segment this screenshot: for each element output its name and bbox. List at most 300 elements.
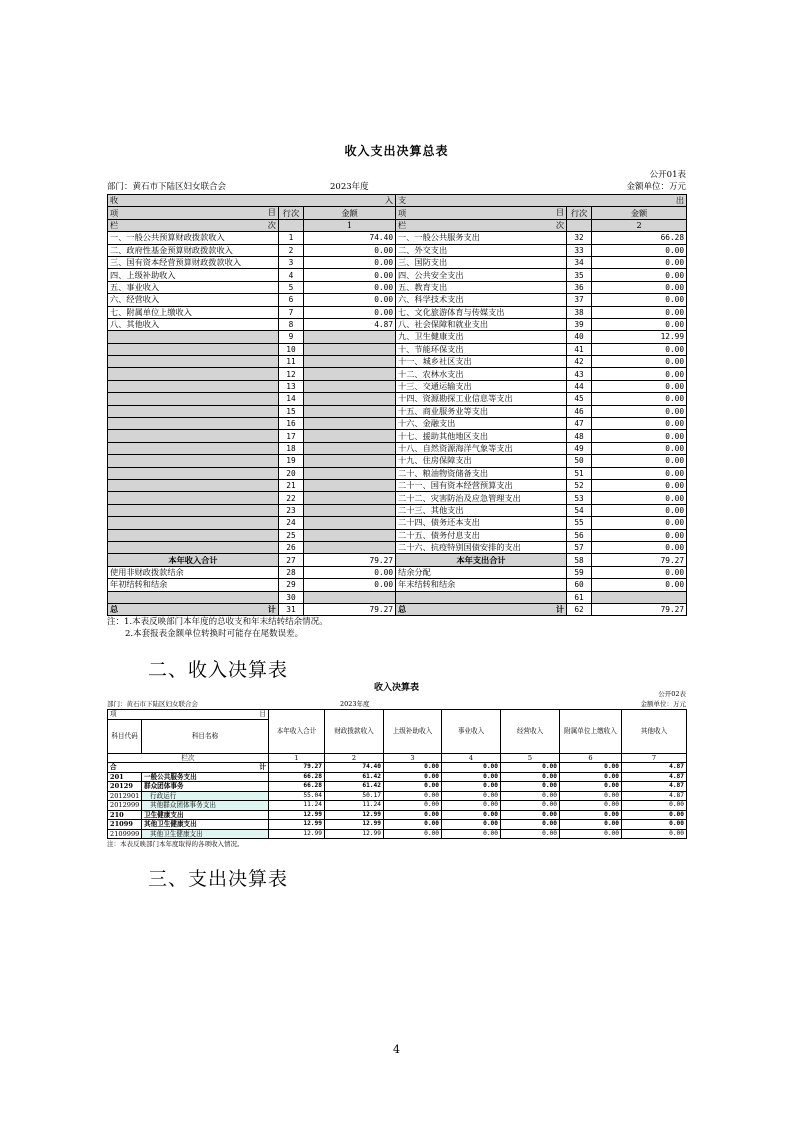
amount-cell: 0.00 xyxy=(501,801,560,811)
amount-cell: 0.00 xyxy=(560,801,622,811)
summary-row xyxy=(108,232,687,244)
grand-total-expenditure: 79.27 xyxy=(592,603,687,615)
amount-cell: 4.87 xyxy=(622,772,687,782)
line-number: 5 xyxy=(279,281,304,293)
expenditure-amount: 0.00 xyxy=(592,504,687,516)
expenditure-total-amount: 79.27 xyxy=(592,554,687,566)
total-value: 4.87 xyxy=(622,763,687,773)
column-index: 2 xyxy=(325,753,384,763)
blank-cell xyxy=(304,541,396,553)
blank-cell xyxy=(304,504,396,516)
grand-total-income: 79.27 xyxy=(304,603,396,615)
blank-cell xyxy=(108,442,279,454)
expenditure-item: 十三、交通运输支出 xyxy=(396,380,567,392)
blank-cell xyxy=(304,393,396,405)
line-number: 46 xyxy=(567,405,592,417)
column-index-label: 栏 次 xyxy=(108,219,279,231)
line-number: 51 xyxy=(567,467,592,479)
blank-cell xyxy=(108,467,279,479)
income-amount: 4.87 xyxy=(304,318,396,330)
income-expenditure-summary-table xyxy=(107,194,687,616)
amount-cell: 0.00 xyxy=(442,791,501,801)
line-number-header: 行次 xyxy=(567,207,592,219)
line-number: 11 xyxy=(279,356,304,368)
amount-cell: 61.42 xyxy=(325,772,384,782)
total-value: 0.00 xyxy=(501,763,560,773)
blank-cell xyxy=(304,591,396,603)
amount-cell: 0.00 xyxy=(622,820,687,830)
summary-row xyxy=(108,529,687,541)
line-number: 50 xyxy=(567,455,592,467)
expenditure-amount: 0.00 xyxy=(592,467,687,479)
amount-cell: 0.00 xyxy=(442,829,501,839)
income-amount: 0.00 xyxy=(304,281,396,293)
total-value: 0.00 xyxy=(442,763,501,773)
line-number: 19 xyxy=(279,455,304,467)
summary-row xyxy=(108,331,687,343)
item-header: 项 目 xyxy=(396,207,567,219)
line-number: 3 xyxy=(279,256,304,268)
amount-cell: 66.28 xyxy=(269,772,325,782)
column-index-2: 2 xyxy=(592,219,687,231)
line-number: 2 xyxy=(279,244,304,256)
summary-row xyxy=(108,541,687,553)
line-number: 1 xyxy=(279,232,304,244)
blank-cell xyxy=(304,529,396,541)
amount-cell: 0.00 xyxy=(384,801,442,811)
line-number: 54 xyxy=(567,504,592,516)
amount-cell: 0.00 xyxy=(384,772,442,782)
expenditure-amount: 0.00 xyxy=(592,356,687,368)
line-number-header: 行次 xyxy=(279,207,304,219)
blank-cell xyxy=(304,343,396,355)
summary-row xyxy=(108,343,687,355)
col-header-total: 本年收入合计 xyxy=(269,710,325,754)
amount-header: 金额 xyxy=(304,207,396,219)
amount-cell: 0.00 xyxy=(442,801,501,811)
expenditure-item: 二十二、灾害防治及应急管理支出 xyxy=(396,492,567,504)
line-number: 41 xyxy=(567,343,592,355)
amount-cell: 0.00 xyxy=(560,782,622,792)
column-index: 6 xyxy=(560,753,622,763)
blank-cell xyxy=(108,430,279,442)
expenditure-amount: 0.00 xyxy=(592,318,687,330)
expenditure-amount: 0.00 xyxy=(592,393,687,405)
expenditure-amount: 0.00 xyxy=(592,566,687,578)
line-number: 39 xyxy=(567,318,592,330)
line-number: 18 xyxy=(279,442,304,454)
income-detail-table xyxy=(107,709,687,839)
expenditure-amount: 0.00 xyxy=(592,244,687,256)
line-number: 55 xyxy=(567,517,592,529)
income-item: 年初结转和结余 xyxy=(108,579,279,591)
income-amount: 74.40 xyxy=(304,232,396,244)
column-index: 3 xyxy=(384,753,442,763)
line-number: 48 xyxy=(567,430,592,442)
subject-name: 其他群众团体事务支出 xyxy=(142,801,269,811)
amount-cell: 12.99 xyxy=(269,820,325,830)
income-amount: 0.00 xyxy=(304,566,396,578)
summary-row xyxy=(108,504,687,516)
line-number: 35 xyxy=(567,269,592,281)
table2-unit: 金额单位：万元 xyxy=(640,700,686,708)
expenditure-item: 七、文化旅游体育与传媒支出 xyxy=(396,306,567,318)
amount-cell: 0.00 xyxy=(622,810,687,820)
expenditure-item: 二十四、债务还本支出 xyxy=(396,517,567,529)
expenditure-amount: 0.00 xyxy=(592,442,687,454)
col-header-affiliated: 附属单位上缴收入 xyxy=(560,710,622,754)
table-row xyxy=(108,810,687,820)
line-number: 10 xyxy=(279,343,304,355)
blank-cell xyxy=(304,479,396,491)
expenditure-amount: 0.00 xyxy=(592,541,687,553)
line-number: 53 xyxy=(567,492,592,504)
income-total-amount: 79.27 xyxy=(304,554,396,566)
amount-cell: 4.87 xyxy=(622,782,687,792)
table1-year: 2023年度 xyxy=(330,182,369,192)
amount-cell: 0.00 xyxy=(501,782,560,792)
subject-code: 2012901 xyxy=(108,791,142,801)
income-header: 收 入 xyxy=(108,195,396,207)
blank-cell xyxy=(108,405,279,417)
expenditure-amount: 0.00 xyxy=(592,281,687,293)
table-row xyxy=(108,772,687,782)
expenditure-item: 二十五、债务付息支出 xyxy=(396,529,567,541)
blank-cell xyxy=(108,368,279,380)
line-number: 52 xyxy=(567,479,592,491)
expenditure-item: 二十三、其他支出 xyxy=(396,504,567,516)
amount-cell: 0.00 xyxy=(501,820,560,830)
amount-cell: 0.00 xyxy=(560,810,622,820)
expenditure-amount: 66.28 xyxy=(592,232,687,244)
expenditure-item: 十六、金融支出 xyxy=(396,418,567,430)
amount-cell: 0.00 xyxy=(384,820,442,830)
name-header: 科目名称 xyxy=(142,719,269,753)
expenditure-amount: 0.00 xyxy=(592,455,687,467)
blank-cell xyxy=(396,591,567,603)
blank-cell xyxy=(304,430,396,442)
summary-row xyxy=(108,380,687,392)
amount-cell: 12.99 xyxy=(269,810,325,820)
subject-code: 210 xyxy=(108,810,142,820)
line-number: 30 xyxy=(279,591,304,603)
income-amount: 0.00 xyxy=(304,306,396,318)
summary-row xyxy=(108,244,687,256)
expenditure-item: 八、社会保障和就业支出 xyxy=(396,318,567,330)
blank-cell xyxy=(304,368,396,380)
table-row xyxy=(108,782,687,792)
summary-row xyxy=(108,430,687,442)
blank-cell xyxy=(108,517,279,529)
item-header: 项 目 xyxy=(108,207,279,219)
summary-row xyxy=(108,442,687,454)
income-total-label: 本年收入合计 xyxy=(108,554,279,566)
summary-row xyxy=(108,393,687,405)
line-number: 26 xyxy=(279,541,304,553)
expenditure-item: 四、公共安全支出 xyxy=(396,269,567,281)
amount-cell: 66.28 xyxy=(269,782,325,792)
expenditure-item: 十四、资源勘探工业信息等支出 xyxy=(396,393,567,405)
expenditure-amount: 0.00 xyxy=(592,368,687,380)
line-number: 24 xyxy=(279,517,304,529)
expenditure-amount: 0.00 xyxy=(592,405,687,417)
summary-row xyxy=(108,356,687,368)
line-number: 57 xyxy=(567,541,592,553)
line-number: 16 xyxy=(279,418,304,430)
total-value: 79.27 xyxy=(269,763,325,773)
expenditure-amount: 0.00 xyxy=(592,256,687,268)
line-number: 60 xyxy=(567,579,592,591)
blank-cell xyxy=(108,541,279,553)
line-number: 36 xyxy=(567,281,592,293)
expenditure-item: 结余分配 xyxy=(396,566,567,578)
summary-row xyxy=(108,517,687,529)
income-item: 八、其他收入 xyxy=(108,318,279,330)
table2-dept: 部门：黄石市下陆区妇女联合会 xyxy=(107,700,198,708)
expenditure-item: 十五、商业服务业等支出 xyxy=(396,405,567,417)
blank-cell xyxy=(108,504,279,516)
summary-row xyxy=(108,281,687,293)
column-index-blank xyxy=(567,219,592,231)
amount-cell: 0.00 xyxy=(560,820,622,830)
expenditure-item: 十八、自然资源海洋气象等支出 xyxy=(396,442,567,454)
amount-cell: 0.00 xyxy=(501,791,560,801)
table-row xyxy=(108,829,687,839)
income-item: 使用非财政拨款结余 xyxy=(108,566,279,578)
expenditure-item: 年末结转和结余 xyxy=(396,579,567,591)
summary-row xyxy=(108,306,687,318)
line-number: 21 xyxy=(279,479,304,491)
line-number: 23 xyxy=(279,504,304,516)
column-index: 1 xyxy=(269,753,325,763)
col-header-other: 其他收入 xyxy=(622,710,687,754)
total-value: 0.00 xyxy=(384,763,442,773)
amount-cell: 0.00 xyxy=(622,801,687,811)
line-number: 61 xyxy=(567,591,592,603)
expenditure-amount: 0.00 xyxy=(592,430,687,442)
subject-name: 行政运行 xyxy=(142,791,269,801)
grand-total-label: 总 计 xyxy=(108,603,279,615)
amount-cell: 0.00 xyxy=(622,829,687,839)
section-heading-expenditure: 三、支出决算表 xyxy=(148,868,289,890)
code-header: 科目代码 xyxy=(108,719,142,753)
line-number: 31 xyxy=(279,603,304,615)
line-number: 43 xyxy=(567,368,592,380)
blank-cell xyxy=(304,356,396,368)
line-number: 15 xyxy=(279,405,304,417)
blank-cell xyxy=(108,393,279,405)
line-number: 14 xyxy=(279,393,304,405)
col-header-subsidy: 上级补助收入 xyxy=(384,710,442,754)
income-item: 五、事业收入 xyxy=(108,281,279,293)
expenditure-item: 二十一、国有资本经营预算支出 xyxy=(396,479,567,491)
table1-unit: 金额单位：万元 xyxy=(626,182,686,192)
expenditure-amount: 0.00 xyxy=(592,343,687,355)
line-number: 33 xyxy=(567,244,592,256)
income-item: 三、国有资本经营预算财政拨款收入 xyxy=(108,256,279,268)
amount-cell: 12.99 xyxy=(325,820,384,830)
expenditure-item: 三、国防支出 xyxy=(396,256,567,268)
blank-cell xyxy=(108,591,279,603)
summary-row xyxy=(108,492,687,504)
column-index-blank xyxy=(279,219,304,231)
section-heading-income: 二、收入决算表 xyxy=(148,659,289,681)
blank-cell xyxy=(304,442,396,454)
blank-cell xyxy=(592,591,687,603)
table2-title: 收入决算表 xyxy=(373,683,419,693)
line-number: 34 xyxy=(567,256,592,268)
expenditure-item: 一、一般公共服务支出 xyxy=(396,232,567,244)
summary-row xyxy=(108,318,687,330)
amount-cell: 0.00 xyxy=(560,772,622,782)
amount-cell: 0.00 xyxy=(442,772,501,782)
line-number: 37 xyxy=(567,294,592,306)
line-number: 38 xyxy=(567,306,592,318)
blank-cell xyxy=(108,492,279,504)
amount-cell: 0.00 xyxy=(384,810,442,820)
table-row xyxy=(108,791,687,801)
line-number: 7 xyxy=(279,306,304,318)
line-number: 8 xyxy=(279,318,304,330)
line-number: 27 xyxy=(279,554,304,566)
line-number: 56 xyxy=(567,529,592,541)
amount-cell: 0.00 xyxy=(501,829,560,839)
expenditure-amount: 0.00 xyxy=(592,380,687,392)
expenditure-total-label: 本年支出合计 xyxy=(396,554,567,566)
income-amount: 0.00 xyxy=(304,579,396,591)
blank-cell xyxy=(108,455,279,467)
expenditure-item: 二、外交支出 xyxy=(396,244,567,256)
blank-cell xyxy=(108,529,279,541)
income-amount: 0.00 xyxy=(304,269,396,281)
line-number: 47 xyxy=(567,418,592,430)
blank-cell xyxy=(304,467,396,479)
line-number: 17 xyxy=(279,430,304,442)
blank-cell xyxy=(108,380,279,392)
subject-name: 一般公共服务支出 xyxy=(142,772,269,782)
summary-row xyxy=(108,269,687,281)
total-label: 合 计 xyxy=(108,763,269,773)
income-item: 二、政府性基金预算财政拨款收入 xyxy=(108,244,279,256)
amount-cell: 0.00 xyxy=(560,829,622,839)
expenditure-item: 十九、住房保障支出 xyxy=(396,455,567,467)
line-number: 28 xyxy=(279,566,304,578)
line-number: 58 xyxy=(567,554,592,566)
income-amount: 0.00 xyxy=(304,294,396,306)
expenditure-amount: 0.00 xyxy=(592,269,687,281)
subject-code: 201 xyxy=(108,772,142,782)
line-number: 49 xyxy=(567,442,592,454)
expenditure-item: 十一、城乡社区支出 xyxy=(396,356,567,368)
table-row xyxy=(108,820,687,830)
amount-cell: 12.99 xyxy=(325,810,384,820)
blank-cell xyxy=(304,405,396,417)
amount-cell: 0.00 xyxy=(384,829,442,839)
line-number: 32 xyxy=(567,232,592,244)
amount-cell: 12.99 xyxy=(325,829,384,839)
expenditure-item: 十七、援助其他地区支出 xyxy=(396,430,567,442)
amount-cell: 0.00 xyxy=(384,791,442,801)
income-item: 七、附属单位上缴收入 xyxy=(108,306,279,318)
column-index-label: 栏次 xyxy=(108,753,269,763)
subject-code: 20129 xyxy=(108,782,142,792)
blank-cell xyxy=(304,418,396,430)
line-number: 29 xyxy=(279,579,304,591)
grand-total-label: 总 计 xyxy=(396,603,567,615)
amount-cell: 0.00 xyxy=(560,791,622,801)
income-amount: 0.00 xyxy=(304,244,396,256)
blank-cell xyxy=(108,331,279,343)
blank-cell xyxy=(304,517,396,529)
amount-cell: 0.00 xyxy=(384,782,442,792)
expenditure-item: 十、节能环保支出 xyxy=(396,343,567,355)
column-index-label: 栏 次 xyxy=(396,219,567,231)
amount-cell: 0.00 xyxy=(501,810,560,820)
table2-year: 2023年度 xyxy=(340,700,370,708)
subject-name: 卫生健康支出 xyxy=(142,810,269,820)
blank-cell xyxy=(304,492,396,504)
subject-code: 21099 xyxy=(108,820,142,830)
blank-cell xyxy=(108,418,279,430)
column-index-1: 1 xyxy=(304,219,396,231)
line-number: 4 xyxy=(279,269,304,281)
blank-cell xyxy=(304,455,396,467)
summary-row xyxy=(108,467,687,479)
subject-code: 2109999 xyxy=(108,829,142,839)
total-value: 0.00 xyxy=(560,763,622,773)
table1-title: 收入支出决算总表 xyxy=(344,144,449,158)
blank-cell xyxy=(304,380,396,392)
expenditure-amount: 0.00 xyxy=(592,306,687,318)
summary-row xyxy=(108,294,687,306)
expenditure-header: 支 出 xyxy=(396,195,687,207)
expenditure-amount: 0.00 xyxy=(592,492,687,504)
amount-cell: 11.24 xyxy=(325,801,384,811)
amount-cell: 0.00 xyxy=(501,772,560,782)
subject-name: 群众团体事务 xyxy=(142,782,269,792)
summary-row xyxy=(108,479,687,491)
expenditure-item: 十二、农林水支出 xyxy=(396,368,567,380)
subject-name: 其他卫生健康支出 xyxy=(142,829,269,839)
summary-row xyxy=(108,455,687,467)
table1-note-2: 2.本套报表金额单位转换时可能存在尾数误差。 xyxy=(125,629,304,639)
amount-cell: 0.00 xyxy=(442,820,501,830)
blank-cell xyxy=(108,479,279,491)
item-header: 项 目 xyxy=(108,710,269,720)
expenditure-item: 五、教育支出 xyxy=(396,281,567,293)
line-number: 45 xyxy=(567,393,592,405)
line-number: 13 xyxy=(279,380,304,392)
expenditure-amount: 0.00 xyxy=(592,418,687,430)
amount-cell: 0.00 xyxy=(442,810,501,820)
expenditure-amount: 0.00 xyxy=(592,517,687,529)
total-value: 74.40 xyxy=(325,763,384,773)
table1-code: 公开01表 xyxy=(649,170,686,180)
expenditure-amount: 0.00 xyxy=(592,294,687,306)
summary-row xyxy=(108,256,687,268)
line-number: 6 xyxy=(279,294,304,306)
expenditure-item: 九、卫生健康支出 xyxy=(396,331,567,343)
expenditure-amount: 0.00 xyxy=(592,529,687,541)
line-number: 44 xyxy=(567,380,592,392)
income-item: 一、一般公共预算财政拨款收入 xyxy=(108,232,279,244)
line-number: 42 xyxy=(567,356,592,368)
amount-cell: 4.87 xyxy=(622,791,687,801)
line-number: 25 xyxy=(279,529,304,541)
blank-cell xyxy=(304,331,396,343)
line-number: 22 xyxy=(279,492,304,504)
line-number: 59 xyxy=(567,566,592,578)
